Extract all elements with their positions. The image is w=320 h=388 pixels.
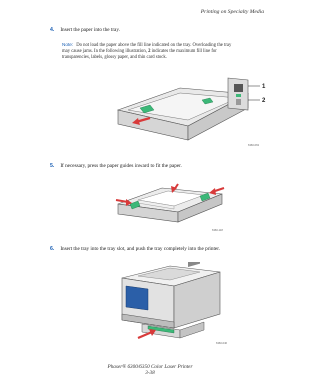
figure-paper-guides xyxy=(112,178,242,233)
note-line-3: transparencies, labels, glossy paper, and thin card stock. xyxy=(62,55,167,61)
note-line-1: Note: Do not load the paper above the fill line indicated on the tray. Overloading the tray xyxy=(62,42,232,48)
figure-code: 6360-063 xyxy=(248,144,259,147)
note-label: Note: xyxy=(62,42,74,47)
note-paragraph xyxy=(62,42,262,62)
note-line-2: may cause jams. In the following illustration, 2 indicates the maximum fill line for xyxy=(62,49,217,55)
figure-tray-fill-line xyxy=(110,68,280,148)
step-text: If necessary, press the paper guides inward to fit the paper. xyxy=(60,163,182,169)
step-6 xyxy=(50,246,220,253)
step-4 xyxy=(50,27,120,34)
step-number: 4. xyxy=(50,27,55,33)
page-footer xyxy=(0,364,300,377)
page-header-title: Printing on Specialty Media xyxy=(200,9,264,15)
step-number: 6. xyxy=(50,246,55,252)
footer-product: Phaser® 6300/6350 Color Laser Printer xyxy=(107,364,193,370)
step-5 xyxy=(50,163,182,170)
figure-code: 6360-118 xyxy=(212,229,223,232)
step-text: Insert the tray into the tray slot, and push the tray completely into the printer. xyxy=(60,246,220,252)
callout-1: 1 xyxy=(262,84,266,90)
step-text: Insert the paper into the tray. xyxy=(60,27,120,33)
callout-2: 2 xyxy=(262,98,266,104)
figure-code: 6360-046 xyxy=(216,342,227,345)
figure-printer-tray-insert xyxy=(108,262,248,346)
footer-page-number: 3-38 xyxy=(145,370,155,377)
step-number: 5. xyxy=(50,163,55,169)
